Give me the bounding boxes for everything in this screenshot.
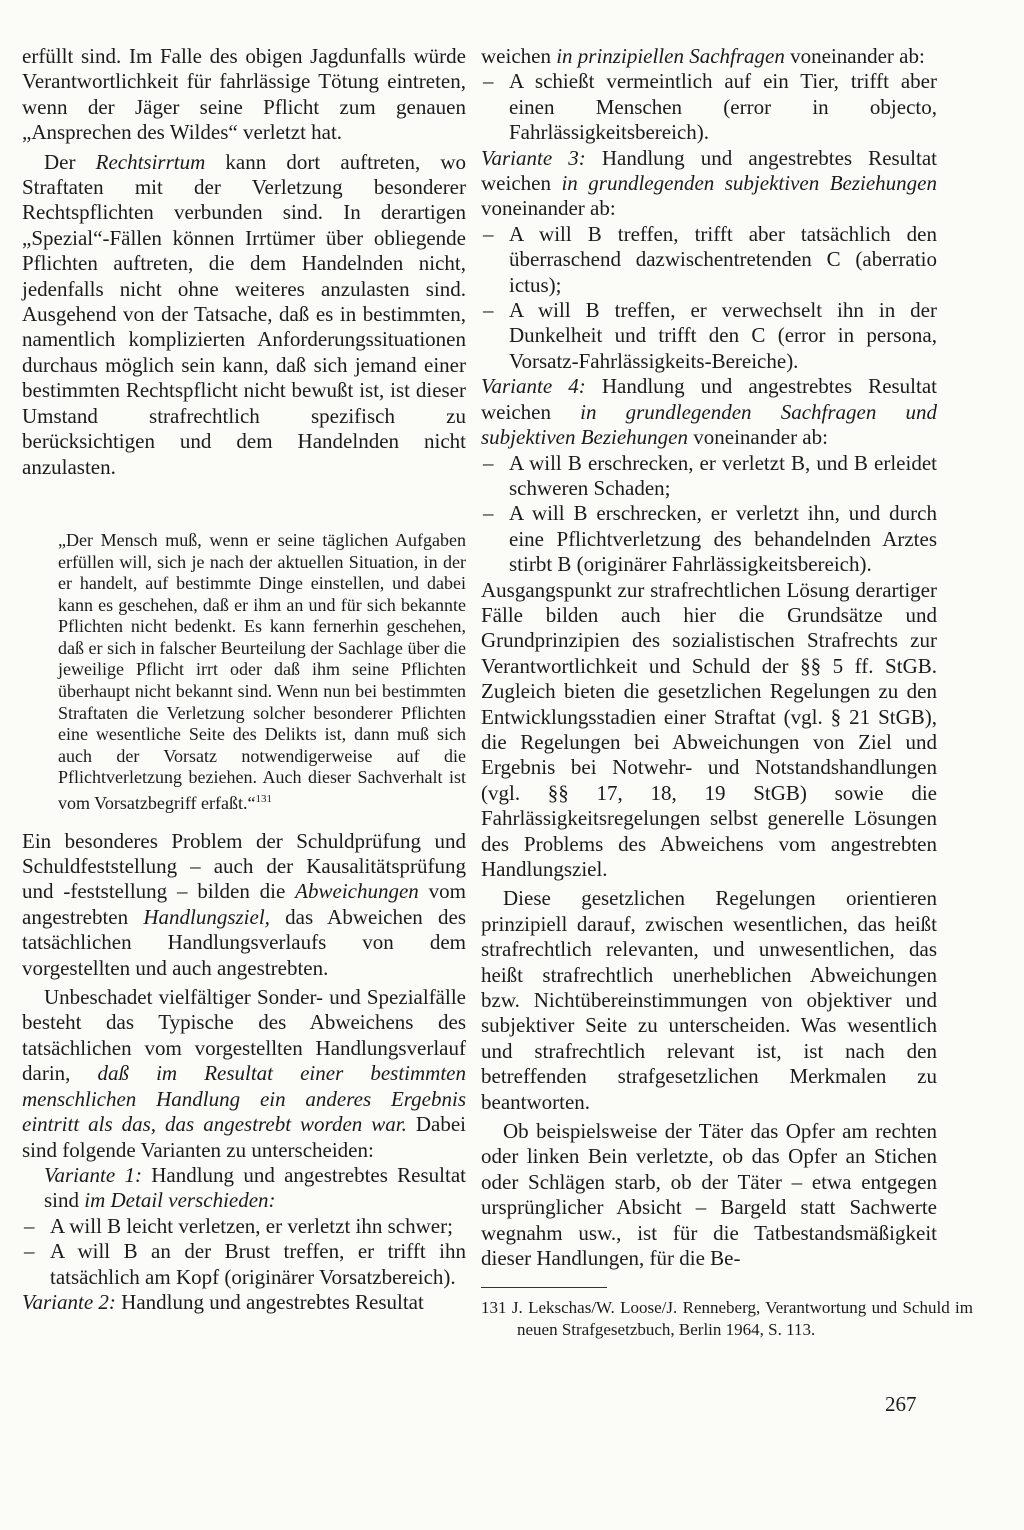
- list-item: – A schießt vermeintlich auf ein Tier, trifft aber einen Menschen (error in objecto, Fahrlässigkeitsbereich).: [481, 69, 937, 145]
- variant-2-list: [481, 69, 937, 145]
- variant-2-continuation: weichen in prinzipiellen Sachfragen voneinander ab:: [481, 44, 925, 68]
- page-number: 267: [885, 1392, 917, 1416]
- paragraph-beispielsweise: Ob beispielsweise der Täter das Opfer am rechten oder linken Bein verletzte, ob das Opfer an Stichen oder Schlägen starb, ob der Täter – etwa entgegen ursprünglicher Absicht – Bargeld statt Sachwerte wegnahm usw., ist für die Tatbestandsmäßigkeit dieser Handlungen, für die Be-: [481, 1119, 937, 1271]
- list-item: – A will B erschrecken, er verletzt ihn, und durch eine Pflichtverletzung des behandelnden Arztes stirbt B (originärer Fahrlässigkeitsbereich).: [481, 501, 937, 577]
- footnote-131: 131 J. Lekschas/W. Loose/J. Renneberg, Verantwortung und Schuld im neuen Strafgesetzbuch, Berlin 1964, S. 113.: [481, 1298, 973, 1339]
- paragraph-ausgangspunkt: Ausgangspunkt zur strafrechtlichen Lösung derartiger Fälle bilden auch hier die Grundsätze und Grundprinzipien des sozialistischen Strafrechts zur Verantwortlichkeit und Schuld der §§ 5 ff. StGB. Zugleich bieten die gesetzlichen Regelungen zu den Entwicklungsstadien einer Straftat (vgl. § 21 StGB), die Regelungen bei Abweichungen von Ziel und Ergebnis bei Notwehr- und Notstandshandlungen (vgl. §§ 17, 18, 19 StGB) sowie die Fahrlässigkeitsregelungen selbst generelle Lösungen des Problems des Abweichens vom angestrebten Handlungsziel.: [481, 577, 937, 881]
- paragraph-abweichungen: Ein besonderes Problem der Schuldprüfung und Schuldfeststellung – auch der Kausalitätsprüfung und -feststellung – bilden die Abweichungen vom angestrebten Handlungsziel, das Abweichen des tatsächlichen Handlungsverlaufs von dem vorgestellten und auch angestrebten.: [22, 828, 466, 980]
- block-quote: „Der Mensch muß, wenn er seine täglichen Aufgaben erfüllen will, sich je nach der aktuellen Situation, in der er handelt, auf bestimmte Dinge einstellen, und dabei kann es geschehen, daß er ihm an und für sich bekannte Pflichten nicht bedenkt. Es kann fernerhin geschehen, daß er sich in falscher Beurteilung der Sachlage über die jeweilige Pflicht irrt oder daß ihm seine Pflichten überhaupt nicht bekannt sind. Wenn nun bei bestimmten Straftaten die Verletzung solcher besonderer Pflichten eine wesentliche Seite des Delikts ist, dann muß sich auch der Vorsatz notwendigerweise auf die Pflichtverletzung beziehen. Auch dieser Sachverhalt ist vom Vorsatzbegriff erfaßt.“$^{131}$: [58, 529, 466, 814]
- paragraph-typische: Unbeschadet vielfältiger Sonder- und Spezialfälle besteht das Typische des Abweichens des tatsächlichen vom vorgestellten Handlungsverlauf darin, daß im Resultat einer bestimmten menschlichen Handlung ein anderes Ergebnis eintritt als das, das angestrebt worden war. Dabei sind folgende Varianten zu unterscheiden:: [22, 985, 466, 1162]
- variant-3-list: [481, 222, 937, 374]
- list-item: – A will B treffen, er verwechselt ihn in der Dunkelheit und trifft den C (error in persona, Vorsatz-Fahrlässigkeits-Bereiche).: [481, 298, 937, 374]
- term-rechtsirrtum: Rechtsirrtum: [95, 149, 206, 174]
- variant-3-heading: Variante 3: Handlung und angestrebtes Resultat weichen in grundlegenden subjektiven Beziehungen voneinander ab:: [481, 145, 938, 221]
- variant-4-heading: Variante 4: Handlung und angestrebtes Resultat weichen in grundlegenden Sachfragen und subjektiven Beziehungen voneinander ab:: [481, 374, 938, 450]
- footnote-divider: [481, 1287, 607, 1288]
- list-item: – A will B leicht verletzen, er verletzt ihn schwer;: [22, 1214, 466, 1239]
- paragraph-rechtsirrtum: Der Rechtsirrtum kann dort auftreten, wo Straftaten mit der Verletzung besonderer Rechtspflichten verbunden sind. In derartigen „Spezial“-Fällen können Irrtümer über obliegende Pflichten auftreten, die dem Handelnden nicht, jedenfalls nicht ohne weiteres anzulasten sind. Ausgehend von der Tatsache, daß es in bestimmten, namentlich komplizierten Anforderungssituationen durchaus möglich sein kann, daß sich jemand einer bestimmten Rechtspflicht nicht bewußt ist, ist dieser Umstand strafrechtlich spezifisch zu berücksichtigen und dem Handelnden nicht anzulasten.: [22, 149, 467, 479]
- variant-1-heading: Variante 1: Handlung und angestrebtes Resultat sind im Detail verschieden:: [44, 1162, 466, 1213]
- paragraph-jagdunfall: erfüllt sind. Im Falle des obigen Jagdunfalls würde Verantwortlichkeit für fahrlässige Tötung eintreten, wenn der Jäger seine Pflicht zum genauen „Ansprechen des Wildes“ verletzt hat.: [22, 44, 466, 145]
- list-item: – A will B an der Brust treffen, er trifft ihn tatsächlich am Kopf (originärer Vorsatzbereich).: [22, 1239, 466, 1290]
- right-column: [481, 44, 937, 1272]
- variant-1-list: [22, 1214, 466, 1290]
- list-item: – A will B treffen, trifft aber tatsächlich den überraschend dazwischentretenden C (aberratio ictus);: [481, 222, 937, 298]
- paragraph-regelungen: Diese gesetzlichen Regelungen orientieren prinzipiell darauf, zwischen wesentlichen, das heißt strafrechtlich relevanten, und unwesentlichen, das heißt strafrechtlich unerheblichen Abweichungen bzw. Nichtübereinstimmungen von objektiver und subjektiver Seite zu unterscheiden. Was wesentlich und strafrechtlich relevant ist, ist nach den betreffenden strafgesetzlichen Merkmalen zu beantworten.: [481, 886, 937, 1114]
- list-item: – A will B erschrecken, er verletzt B, und B erleidet schweren Schaden;: [481, 451, 937, 502]
- variant-4-list: [481, 451, 937, 578]
- variant-2-heading: Variante 2: Handlung und angestrebtes Resultat: [22, 1289, 424, 1314]
- left-column: [22, 44, 466, 1315]
- quote-footnote-ref: 131: [255, 793, 272, 806]
